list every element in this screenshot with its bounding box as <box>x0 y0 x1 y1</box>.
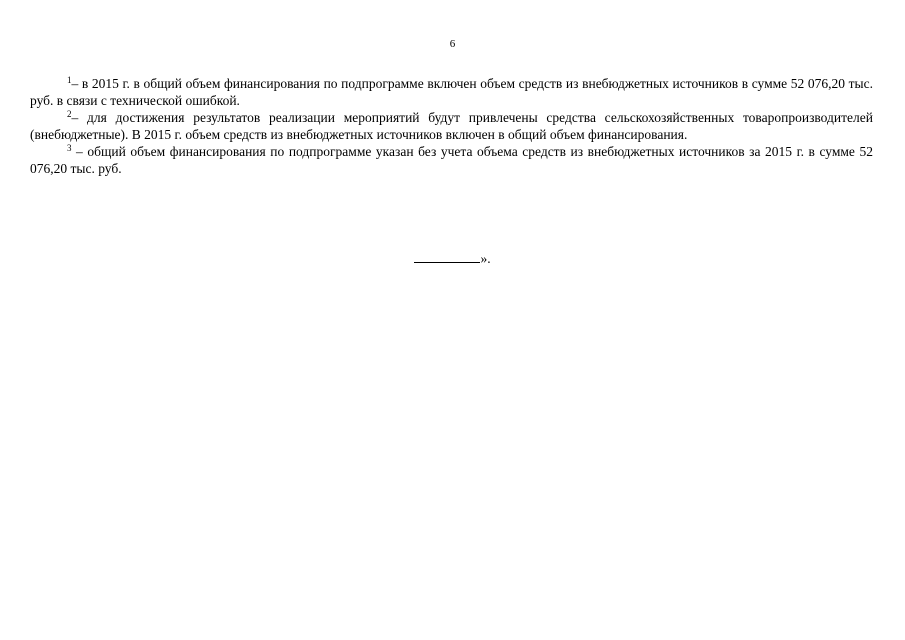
footnote-text: – общий объем финансирования по подпрограмме указан без учета объема средств из внебюджетных источников за 2015 г. в сумме 52 076,20 тыс. руб. <box>30 144 873 176</box>
footnote-2 <box>30 109 873 143</box>
footnote-text: – для достижения результатов реализации мероприятий будут привлечены средства сельскохозяйственных товаропроизводителей (внебюджетные). В 2015 г. объем средств из внебюджетных источников включен в общий объем финансирования. <box>30 110 873 142</box>
footnotes-block <box>30 75 873 177</box>
closing-rule <box>414 250 480 263</box>
page-number: 6 <box>449 38 456 50</box>
footnote-marker: 1 <box>67 75 72 85</box>
footnote-text: – в 2015 г. в общий объем финансирования по подпрограмме включен объем средств из внебюджетных источников в сумме 52 076,20 тыс. руб. в связи с технической ошибкой. <box>30 76 873 108</box>
closing-quote: ». <box>480 251 491 266</box>
footnote-1 <box>30 75 873 109</box>
closing-line <box>0 250 905 267</box>
footnote-marker: 3 <box>67 143 72 153</box>
footnote-3 <box>30 143 873 177</box>
footnote-marker: 2 <box>67 109 72 119</box>
